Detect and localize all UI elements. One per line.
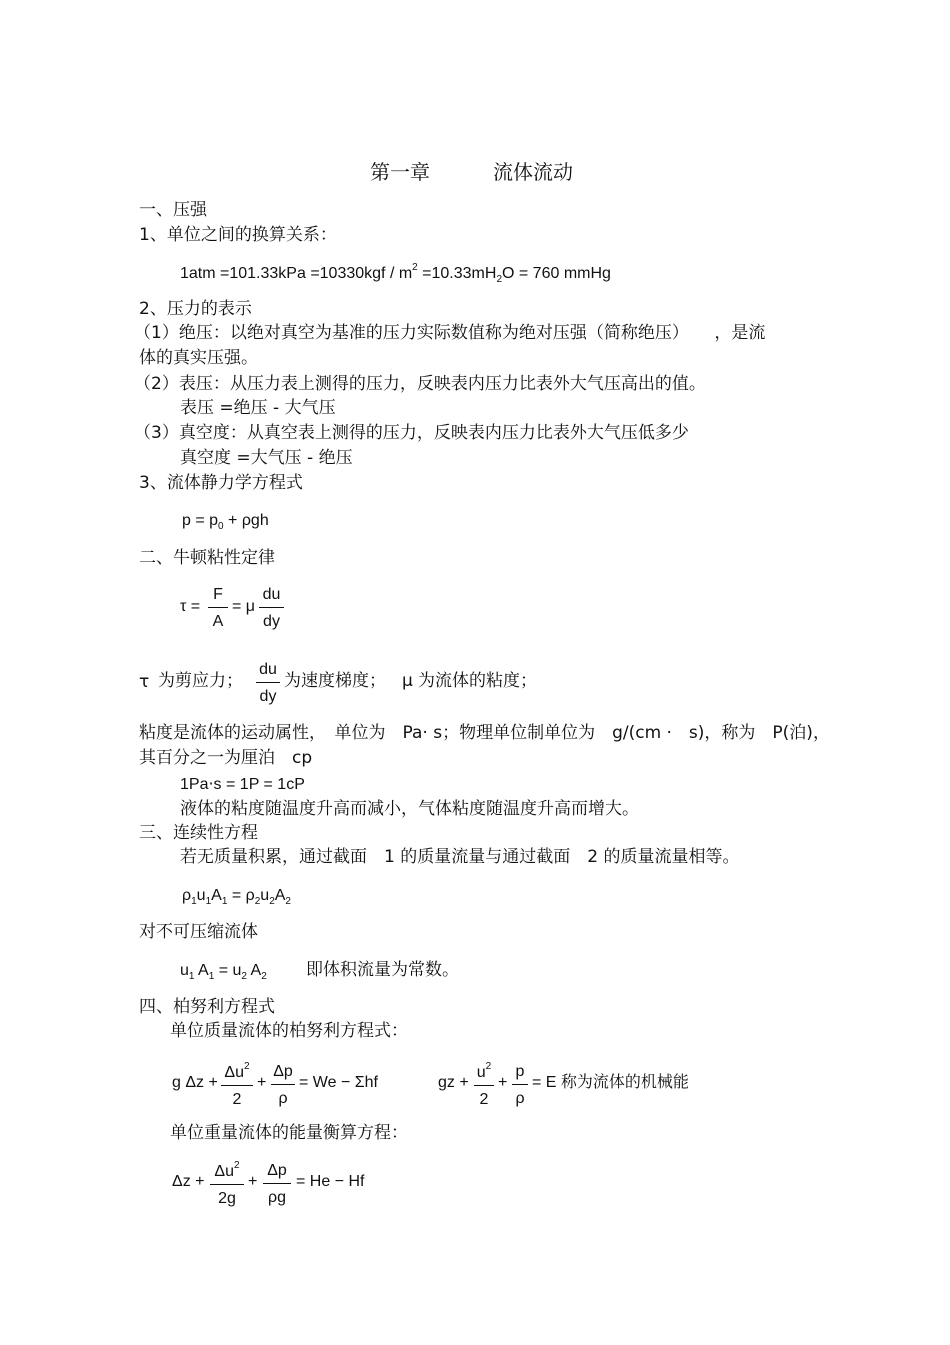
volume-flow-note: 即体积流量为常数。 — [306, 960, 459, 980]
incompressible-fluid-label: 对不可压缩流体 — [139, 922, 258, 942]
fraction-du-dy: du dy — [259, 587, 284, 630]
hydrostatic-equation: $p = p_0 + \rho gh$ — [182, 512, 269, 532]
item-1-unit-conversion: 1、单位之间的换算关系： — [139, 225, 337, 245]
tau-symbol: τ — [139, 672, 150, 692]
unit-conversion-formula: $1atm =101.33kPa =10330kgf / m^2 =10.33mH_2O = 760$ mmHg — [180, 262, 611, 285]
viscosity-unit-line2: 其百分之一为厘泊 cp — [139, 748, 313, 768]
incompressible-continuity-equation: $u_1$ $A_1 = u_2$ $A_2$ — [180, 962, 267, 982]
bernoulli-mass-lhs: g Δz + — [172, 1074, 218, 1091]
viscosity-unit-line1: 粘度是流体的运动属性， 单位为 Pa· s；物理单位制单位为 g/(cm · s)，称为 P(泊)， — [139, 723, 830, 743]
item-3-hydrostatics: 3、流体静力学方程式 — [139, 473, 303, 493]
gauge-pressure-equation: 表压 =绝压 - 大气压 — [180, 398, 336, 418]
fraction-u-squared-over-2: $u^2$ 2 — [474, 1062, 494, 1108]
fraction-delta-u-squared-over-2g: $\Delta u^2$ 2g — [210, 1161, 244, 1207]
bernoulli-weight-plus: + — [248, 1173, 258, 1190]
bernoulli-weight-lhs: Δz + — [172, 1173, 205, 1190]
section-4-heading: 四、柏努利方程式 — [139, 997, 275, 1017]
newton-eq-lhs: τ = — [180, 598, 201, 615]
section-3-heading: 三、连续性方程 — [139, 823, 258, 843]
unit-mass-bernoulli-label: 单位质量流体的柏努利方程式： — [170, 1021, 408, 1041]
unit-weight-energy-label: 单位重量流体的能量衡算方程： — [170, 1123, 408, 1143]
viscosity-conversion: 1Pa⋅s = 1P = 1cP — [180, 776, 305, 793]
velocity-gradient-definition: 为速度梯度； — [284, 671, 386, 691]
fraction-F-over-A: F A — [208, 587, 228, 630]
continuity-equation: $\rho_1u_1A_1 = \rho_2u_2A_2$ — [182, 887, 291, 907]
velocity-gradient-fraction: du dy — [256, 662, 280, 705]
fraction-delta-p-over-rho: Δp ρ — [271, 1064, 295, 1107]
chapter-title: 流体流动 — [493, 160, 573, 184]
vacuum-definition: （3）真空度：从真空表上测得的压力，反映表内压力比表外大气压低多少 — [134, 423, 689, 443]
newton-eq-mid: = μ — [232, 598, 256, 615]
bernoulli-mass-rhs: = We − Σhf — [299, 1074, 378, 1091]
fraction-delta-p-over-rho-g: Δp ρg — [263, 1163, 291, 1206]
fraction-p-over-rho: p ρ — [512, 1064, 528, 1107]
tau-definition: 为剪应力； — [158, 671, 243, 691]
viscosity-temperature-note: 液体的粘度随温度升高而减小，气体粘度随温度升高而增大。 — [180, 799, 639, 819]
absolute-pressure-line2: 体的真实压强。 — [139, 348, 258, 368]
continuity-statement: 若无质量积累，通过截面 1 的质量流量与通过截面 2 的质量流量相等。 — [180, 847, 740, 867]
section-1-heading: 一、压强 — [139, 200, 207, 220]
gauge-pressure-definition: （2）表压：从压力表上测得的压力，反映表内压力比表外大气压高出的值。 — [134, 374, 706, 394]
mechanical-energy-plus: + — [498, 1074, 508, 1091]
chapter-number: 第一章 — [370, 160, 430, 184]
fraction-delta-u-squared-over-2: $\Delta u^2$ 2 — [221, 1062, 253, 1108]
mechanical-energy-lhs: gz + — [438, 1074, 469, 1091]
section-2-heading: 二、牛顿粘性定律 — [139, 548, 275, 568]
vacuum-equation: 真空度 =大气压 - 绝压 — [180, 448, 353, 468]
bernoulli-weight-rhs: = He − Hf — [296, 1173, 365, 1190]
viscosity-definition: 为流体的粘度； — [418, 671, 537, 691]
absolute-pressure-line1: （1）绝压：以绝对真空为基准的压力实际数值称为绝对压强（简称绝压） ，是流 — [134, 323, 766, 343]
mu-symbol: μ — [402, 671, 413, 691]
item-2-pressure-representation: 2、压力的表示 — [139, 299, 252, 319]
bernoulli-mass-plus: + — [257, 1074, 267, 1091]
mechanical-energy-rhs: = E 称为流体的机械能 — [532, 1074, 689, 1091]
